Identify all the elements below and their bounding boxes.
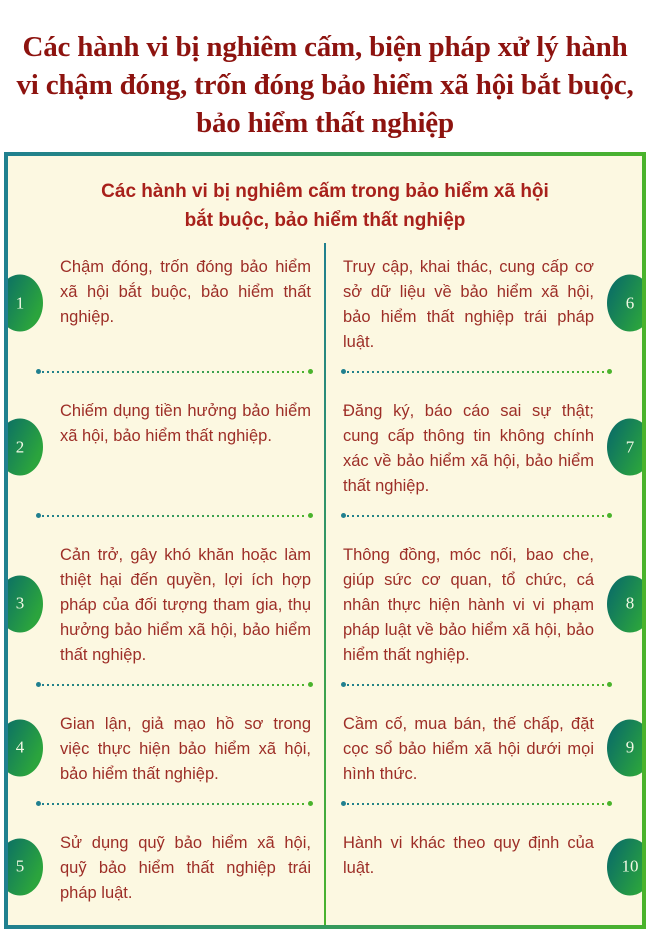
- item-number: 8: [625, 593, 635, 613]
- item-text: Cầm cố, mua bán, thế chấp, đặt cọc sổ bảo hiểm xã hội dưới mọi hình thức.: [343, 715, 594, 784]
- dotted-divider: [36, 513, 313, 518]
- item-number-badge: [4, 575, 43, 632]
- prohibited-item-9: [325, 696, 642, 815]
- item-number-badge: [607, 838, 646, 895]
- dotted-line: [42, 803, 307, 805]
- item-number: 9: [625, 737, 635, 757]
- item-number: 10: [621, 856, 639, 876]
- dotted-line: [347, 803, 606, 805]
- item-number-badge: [607, 575, 646, 632]
- item-number: 6: [625, 293, 635, 313]
- prohibited-item-4: [8, 696, 325, 815]
- prohibited-item-8: [325, 527, 642, 696]
- item-number-badge: [4, 838, 43, 895]
- dotted-divider: [36, 801, 313, 806]
- dotted-divider: [36, 369, 313, 374]
- dotted-line: [347, 515, 606, 517]
- prohibited-item-6: [325, 239, 642, 383]
- prohibited-acts-panel: [4, 152, 646, 929]
- dotted-divider: [341, 513, 612, 518]
- item-text: Truy cập, khai thác, cung cấp cơ sở dữ liệu về bảo hiểm xã hội, bảo hiểm thất nghiệp trái pháp luật.: [343, 258, 594, 352]
- item-number: 2: [15, 437, 25, 457]
- dotted-divider: [341, 682, 612, 687]
- item-text: Đăng ký, báo cáo sai sự thật; cung cấp thông tin không chính xác về bảo hiểm xã hội, bảo hiểm thất nghiệp.: [343, 402, 594, 496]
- dotted-line: [42, 515, 307, 517]
- item-text: Thông đồng, móc nối, bao che, giúp sức cơ quan, tổ chức, cá nhân thực hiện hành vi vi phạm pháp luật về bảo hiểm xã hội, bảo hiểm thất nghiệp.: [343, 546, 594, 665]
- prohibited-item-3: [8, 527, 325, 696]
- item-number-badge: [607, 419, 646, 476]
- item-number-badge: [607, 719, 646, 776]
- item-number: 7: [625, 437, 635, 457]
- item-text: Sử dụng quỹ bảo hiểm xã hội, quỹ bảo hiểm thất nghiệp trái pháp luật.: [60, 834, 311, 903]
- dotted-line: [42, 684, 307, 686]
- prohibited-item-2: [8, 383, 325, 527]
- dotted-line: [42, 371, 307, 373]
- dotted-line: [347, 684, 606, 686]
- page-title: Các hành vi bị nghiêm cấm, biện pháp xử lý hành vi chậm đóng, trốn đóng bảo hiểm xã hội bắt buộc, bảo hiểm thất nghiệp: [16, 31, 634, 139]
- item-number-badge: [4, 419, 43, 476]
- item-number-badge: [4, 719, 43, 776]
- panel-subtitle: Các hành vi bị nghiêm cấm trong bảo hiểm xã hội bắt buộc, bảo hiểm thất nghiệp: [101, 181, 549, 231]
- item-number: 3: [15, 593, 25, 613]
- prohibited-item-5: [8, 815, 325, 929]
- prohibited-item-10: [325, 815, 642, 929]
- item-text: Chiếm dụng tiền hưởng bảo hiểm xã hội, bảo hiểm thất nghiệp.: [60, 402, 311, 446]
- item-number: 4: [15, 737, 25, 757]
- item-text: Hành vi khác theo quy định của luật.: [343, 834, 594, 878]
- item-text: Chậm đóng, trốn đóng bảo hiểm xã hội bắt buộc, bảo hiểm thất nghiệp.: [60, 258, 311, 327]
- items-columns: [8, 239, 642, 929]
- dotted-divider: [341, 369, 612, 374]
- dotted-divider: [36, 682, 313, 687]
- item-number-badge: [607, 275, 646, 332]
- dotted-divider: [341, 801, 612, 806]
- item-number-badge: [4, 275, 43, 332]
- item-text: Cản trở, gây khó khăn hoặc làm thiệt hại đến quyền, lợi ích hợp pháp của đối tượng tham gia, thụ hưởng bảo hiểm xã hội, bảo hiểm thất nghiệp.: [60, 546, 311, 665]
- prohibited-item-7: [325, 383, 642, 527]
- item-number: 5: [15, 856, 25, 876]
- dotted-line: [347, 371, 606, 373]
- prohibited-item-1: [8, 239, 325, 383]
- item-number: 1: [15, 293, 25, 313]
- item-text: Gian lận, giả mạo hồ sơ trong việc thực hiện bảo hiểm xã hội, bảo hiểm thất nghiệp.: [60, 715, 311, 784]
